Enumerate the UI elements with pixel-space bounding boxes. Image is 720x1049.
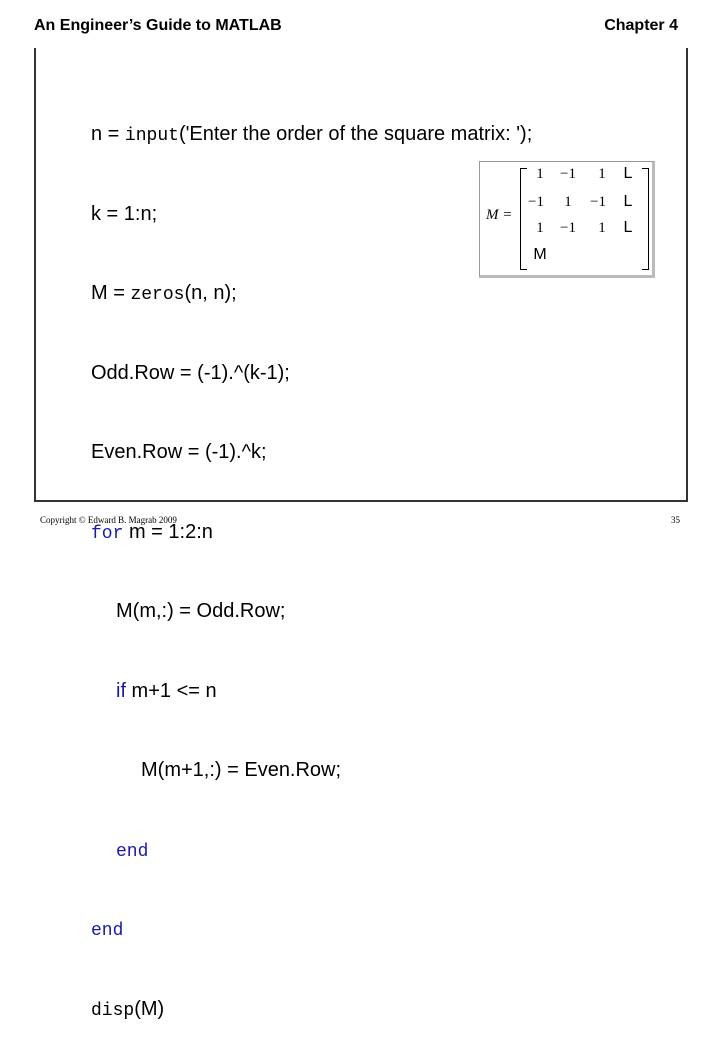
code-line-4: Odd.Row = (-1).^(k-1); [91, 361, 290, 384]
code-line-9: M(m+1,:) = Even.Row; [141, 759, 342, 781]
code-text: (n, n); [184, 282, 237, 304]
code-line-7: M(m,:) = Odd.Row; [116, 600, 286, 622]
matrix-cell: L [623, 193, 633, 210]
matrix-cell: L [623, 165, 633, 182]
code-line-5: Even.Row = (-1).^k; [91, 441, 267, 463]
code-block [91, 68, 532, 1049]
code-function: zeros [130, 285, 185, 305]
matrix-cell: 1 [536, 166, 544, 182]
matrix-cell: −1 [528, 194, 544, 210]
code-text: m = 1:2:n [123, 520, 213, 543]
code-text: M = [91, 282, 131, 304]
code-keyword: if [116, 679, 126, 702]
matrix-label: M = [486, 207, 513, 223]
matrix-figure [479, 161, 655, 278]
matrix-cell: 1 [536, 220, 544, 236]
code-text: n = [91, 123, 125, 145]
page-number: 35 [671, 515, 680, 525]
matrix-cell: 1 [598, 166, 606, 182]
code-line-8 [91, 678, 532, 705]
matrix-cell: −1 [560, 220, 576, 236]
code-text: m+1 <= n [126, 679, 217, 702]
code-text: ('Enter the order of the square matrix: '); [178, 123, 533, 145]
matrix-cell: L [623, 219, 633, 236]
code-function: disp [91, 1000, 135, 1021]
header-title: An Engineer’s Guide to MATLAB [34, 17, 282, 34]
code-line-12 [91, 996, 532, 1023]
code-line-11 [91, 916, 532, 943]
matrix-cell: M [533, 246, 547, 263]
code-text: (M) [134, 997, 165, 1020]
right-bracket [642, 168, 649, 270]
code-line-10 [91, 837, 532, 864]
left-bracket [520, 168, 527, 270]
matrix-cell: −1 [560, 166, 576, 182]
code-keyword: end [116, 841, 149, 862]
code-line-2: k = 1:n; [91, 202, 158, 225]
code-keyword: end [91, 921, 124, 941]
code-line-3 [91, 280, 532, 307]
copyright-text: Copyright © Edward B. Magrab 2009 [40, 515, 177, 525]
matrix-cell: −1 [590, 194, 606, 210]
matrix-cell: 1 [598, 220, 606, 236]
code-function: input [124, 126, 179, 146]
code-keyword: for [91, 523, 124, 544]
code-line-1 [91, 121, 532, 148]
chapter-label: Chapter 4 [604, 17, 678, 34]
matrix-cell: 1 [564, 194, 572, 210]
